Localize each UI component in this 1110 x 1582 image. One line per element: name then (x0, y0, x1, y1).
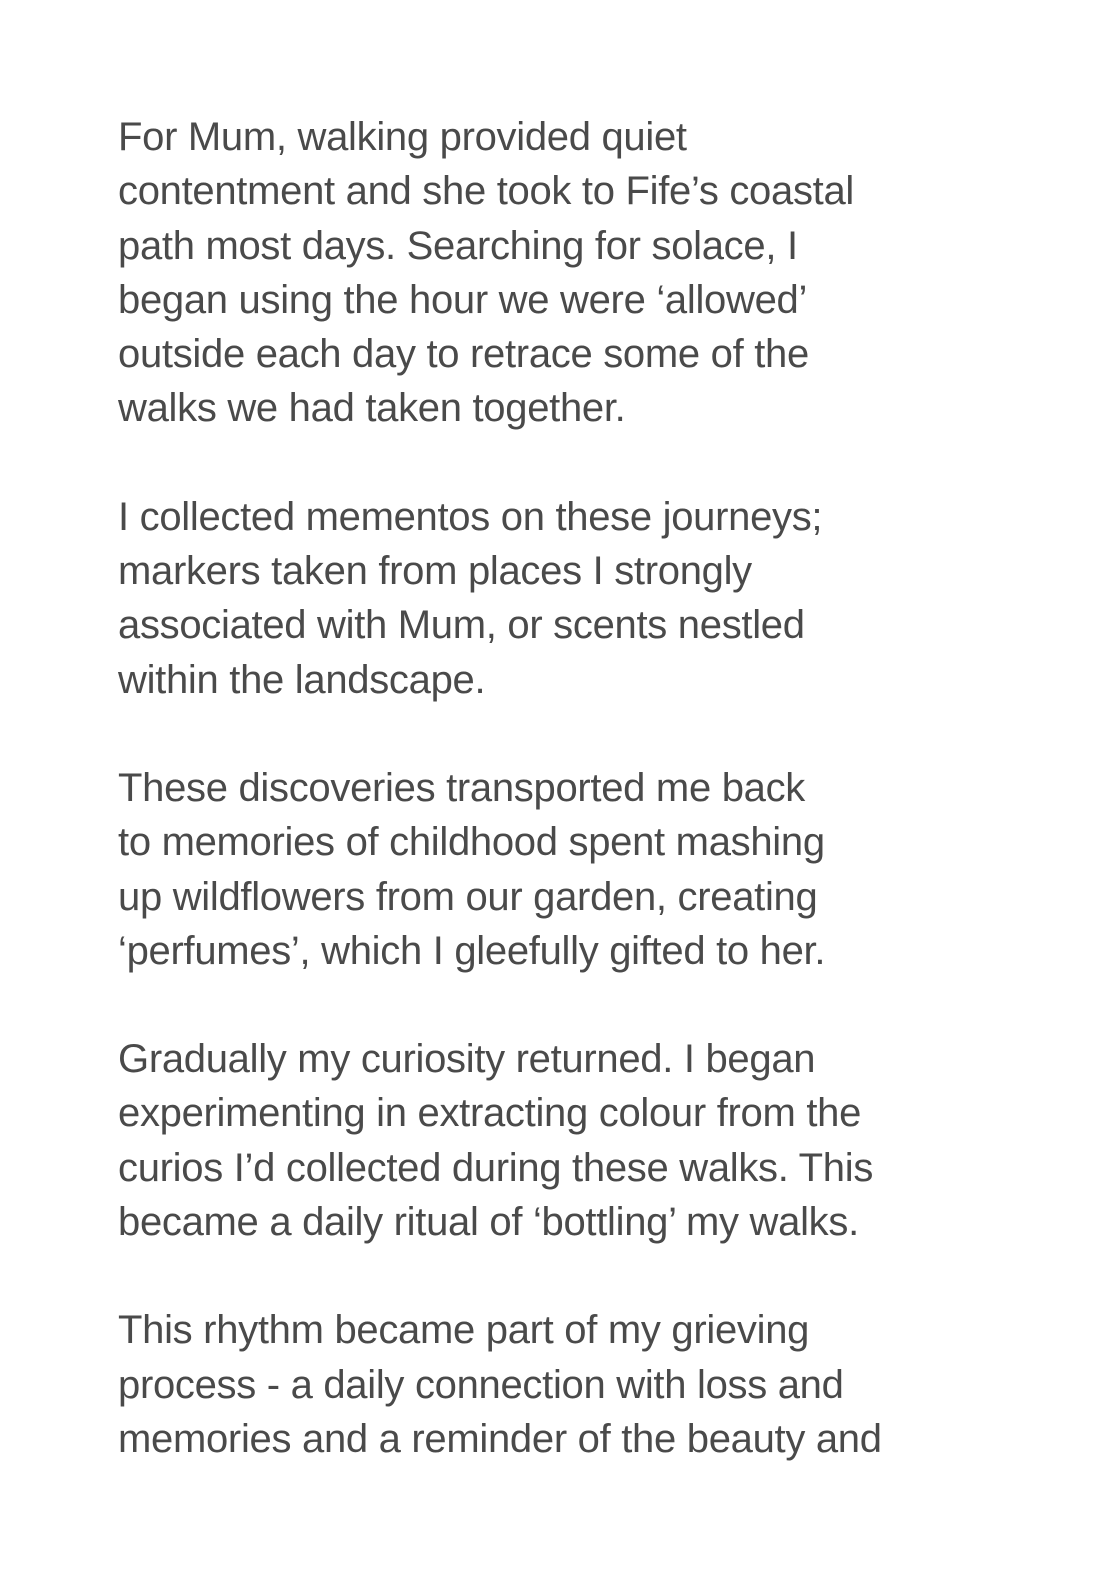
text-line: markers taken from places I strongly (118, 549, 752, 594)
text-line: This rhythm became part of my grieving (118, 1308, 810, 1353)
text-line: contentment and she took to Fife’s coastal (118, 169, 854, 214)
text-line: became a daily ritual of ‘bottling’ my walks. (118, 1200, 859, 1245)
paragraph-1 (118, 110, 1078, 436)
text-line: walks we had taken together. (118, 386, 626, 431)
document-page (118, 110, 1078, 1466)
text-line: process - a daily connection with loss and (118, 1362, 844, 1407)
text-line: ‘perfumes’, which I gleefully gifted to her. (118, 928, 826, 973)
paragraph-5 (118, 1303, 1078, 1466)
text-line: within the landscape. (118, 657, 486, 702)
paragraph-spacer (118, 1249, 1078, 1303)
paragraph-spacer (118, 707, 1078, 761)
text-line: curios I’d collected during these walks. This (118, 1145, 874, 1190)
text-line: associated with Mum, or scents nestled (118, 603, 805, 648)
text-line: I collected mementos on these journeys; (118, 494, 823, 539)
paragraph-2 (118, 490, 1078, 707)
text-line: These discoveries transported me back (118, 765, 806, 810)
paragraph-spacer (118, 436, 1078, 490)
paragraph-4 (118, 1032, 1078, 1249)
text-line: to memories of childhood spent mashing (118, 820, 825, 865)
text-line: began using the hour we were ‘allowed’ (118, 277, 808, 322)
text-line: outside each day to retrace some of the (118, 332, 809, 377)
text-line: path most days. Searching for solace, I (118, 223, 798, 268)
text-line: up wildflowers from our garden, creating (118, 874, 818, 919)
text-line: memories and a reminder of the beauty and (118, 1416, 882, 1461)
paragraph-3 (118, 761, 1078, 978)
paragraph-spacer (118, 978, 1078, 1032)
text-line: experimenting in extracting colour from the (118, 1091, 862, 1136)
text-line: For Mum, walking provided quiet (118, 115, 687, 159)
text-line: Gradually my curiosity returned. I began (118, 1037, 816, 1082)
